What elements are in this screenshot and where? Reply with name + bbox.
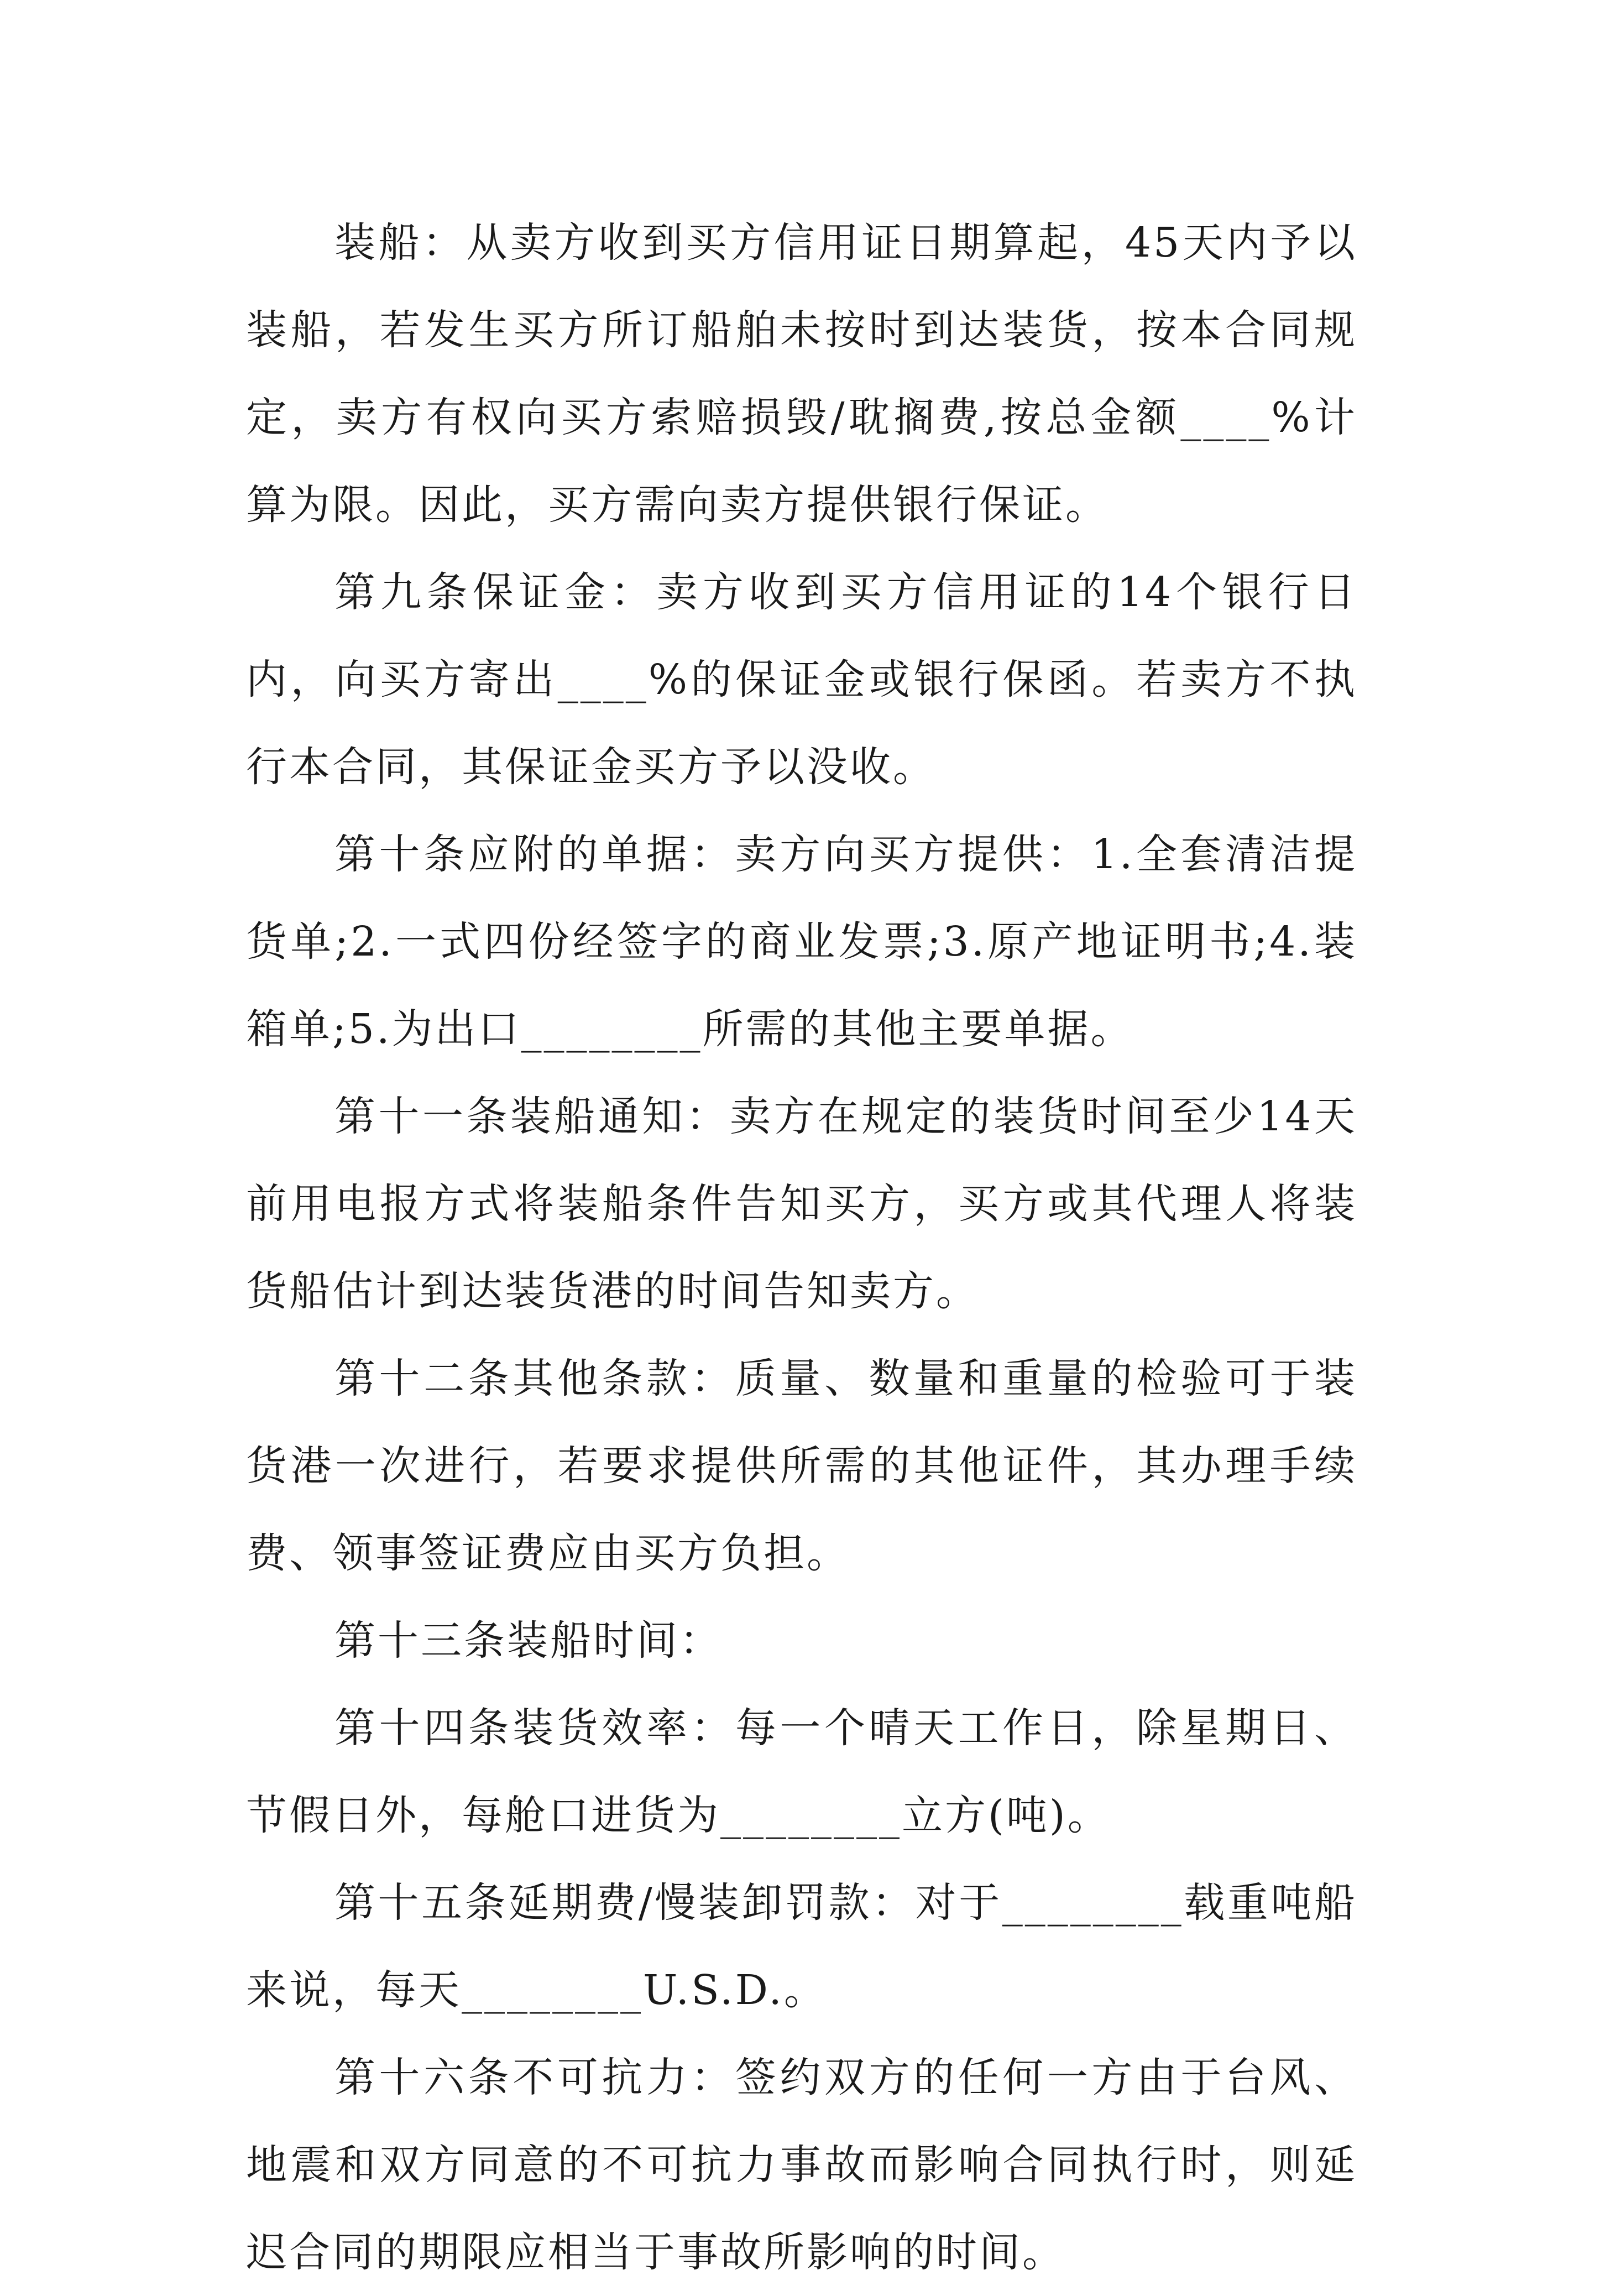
paragraph-article-11-shipping-notice: 第十一条装船通知：卖方在规定的装货时间至少14天前用电报方式将装船条件告知买方，买方或其代理人将装货船估计到达装货港的时间告知卖方。 [246, 1093, 1357, 1315]
paragraph-article-9-deposit: 第九条保证金：卖方收到买方信用证的14个银行日内，向买方寄出____%的保证金或银行保函。若卖方不执行本合同，其保证金买方予以没收。 [246, 568, 1357, 791]
document-body [246, 199, 1357, 2296]
paragraph-article-13-shipping-time: 第十三条装船时间： [334, 1617, 723, 1664]
paragraph-article-10-documents: 第十条应附的单据：卖方向买方提供：1.全套清洁提货单;2.一式四份经签字的商业发票;3.原产地证明书;4.装箱单;5.为出口________所需的其他主要单据。 [246, 831, 1357, 1053]
paragraph-article-16-force-majeure: 第十六条不可抗力：签约双方的任何一方由于台风、地震和双方同意的不可抗力事故而影响合同执行时，则延迟合同的期限应相当于事故所影响的时间。 [246, 2054, 1357, 2276]
paragraph-article-14-loading-rate: 第十四条装货效率：每一个晴天工作日，除星期日、节假日外，每舱口进货为________立方(吨)。 [246, 1704, 1357, 1839]
paragraph-shipment: 装船：从卖方收到买方信用证日期算起，45天内予以装船，若发生买方所订船舶未按时到达装货，按本合同规定，卖方有权向买方索赔损毁/耽搁费,按总金额____%计算为限。因此，买方需向卖方提供银行保证。 [246, 219, 1357, 529]
paragraph-article-15-demurrage: 第十五条延期费/慢装卸罚款：对于________载重吨船来说，每天________U.S.D.。 [246, 1879, 1357, 2014]
paragraph-article-12-other-terms: 第十二条其他条款：质量、数量和重量的检验可于装货港一次进行，若要求提供所需的其他证件，其办理手续费、领事签证费应由买方负担。 [246, 1355, 1357, 1577]
